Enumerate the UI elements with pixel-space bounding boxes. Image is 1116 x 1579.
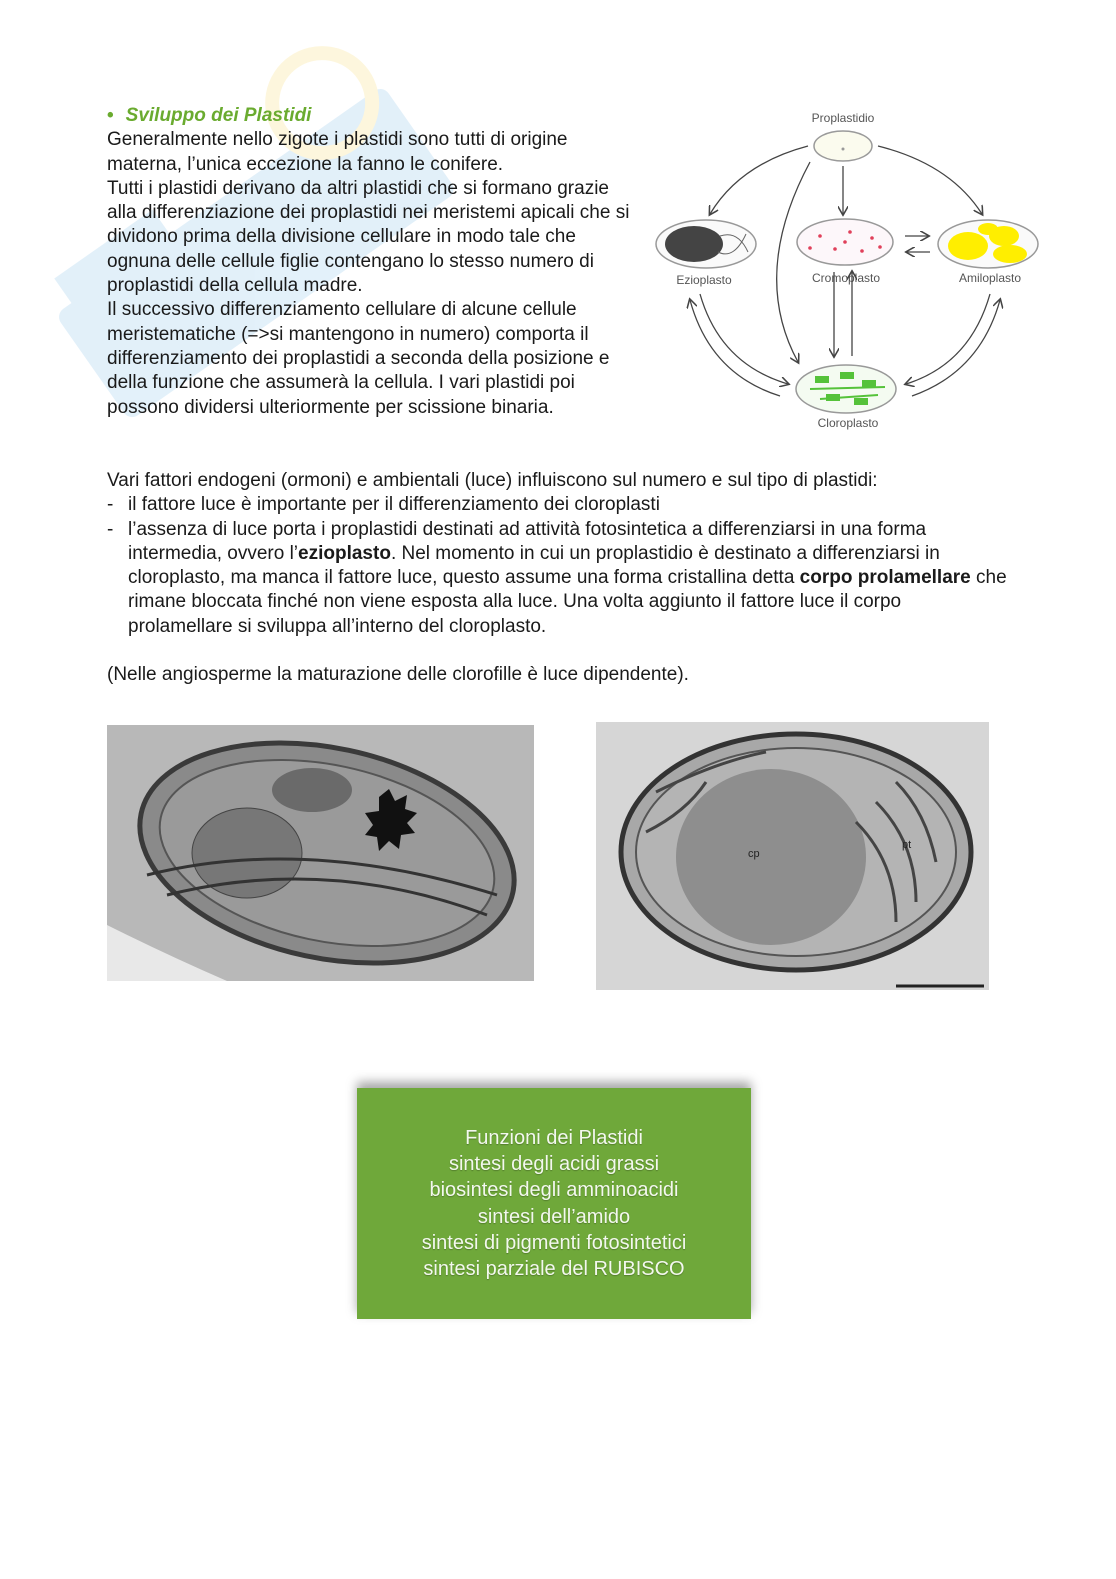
factors-lead: Vari fattori endogeni (ormoni) e ambientali (luce) influiscono sul numero e sul tipo di plastidi: [107,470,878,491]
prolamellar-body-micrograph [596,722,989,990]
section-title: Sviluppo dei Plastidi [125,105,312,126]
function-item: biosintesi degli amminoacidi [429,1179,679,1202]
intro-paragraph-2: Tutti i plastidi derivano da altri plastidi che si formano grazie alla differenziazione dei proplastidi nei meristemi apicali che si dividono prima della divisione cellulare in modo tale che ognuna delle cellule figlie contengano lo stesso numero di proplastidi della cellula madre. [107,177,630,297]
factor-item-light-text: il fattore luce è importante per il differenziamento dei cloroplasti [128,494,660,516]
intro-paragraph-1: Generalmente nello zigote i plastidi sono tutti di origine materna, l’unica eccezione la fanno le conifere. [107,129,568,175]
function-item: sintesi parziale del RUBISCO [423,1258,685,1281]
functions-title: Funzioni dei Plastidi [465,1126,643,1149]
factor-item-dark-text-1: l’assenza di luce porta i proplastidi destinati ad attività fotosintetica a differenziarsi in una forma intermedia, ovvero l’ [128,518,927,564]
cloroplasto-node [796,365,896,430]
ezioplasto-node [656,220,756,287]
label-amiloplasto: Amiloplasto [958,271,1022,285]
list-dash: - [107,494,114,516]
proplastidio-node [812,111,875,161]
label-cromoplasto: Cromoplasto [811,271,881,285]
label-pt: pt [902,839,912,851]
list-dash: - [107,518,114,540]
intro-paragraph-3: Il successivo differenziamento cellulare di alcune cellule meristematiche (=>si mantengono in numero) comporta il differenziamento dei proplastidi a seconda della posizione e della funzione che assumerà la cellula. I vari plastidi poi possono dividersi ulteriormente per scissione binaria. [107,299,610,418]
label-cloroplasto: Cloroplasto [817,416,879,430]
plastid-functions-box [357,1088,751,1319]
label-cp: cp [748,848,760,860]
term-corpo-prolamellare: corpo prolamellare [799,567,971,589]
cromoplasto-node [797,219,893,285]
factor-item-dark-text-2: . Nel momento in cui un proplastidio è destinato a differenziarsi in cloroplasto, ma manca il fattore luce, questo assume una forma cristallina detta [128,542,940,589]
intro-section [107,104,632,420]
function-item: sintesi di pigmenti fotosintetici [421,1231,687,1254]
factor-item-dark-text-3: che rimane bloccata finché non viene esposta alla luce. Una volta aggiunto il fattore luce il corpo prolamellare si sviluppa all’interno del cloroplasto. [128,567,1007,637]
plastid-cycle-diagram [650,104,1050,444]
section-heading [107,104,632,128]
angiosperm-note: (Nelle angiosperme la maturazione delle clorofille è luce dipendente). [107,664,689,686]
function-item: sintesi degli acidi grassi [448,1152,660,1175]
factors-section [107,469,1007,687]
amiloplasto-node [938,220,1038,285]
factors-list [107,493,1007,639]
etioplast-micrograph [107,725,534,981]
label-proplastidio: Proplastidio [811,111,875,125]
factor-item-dark [107,518,1007,639]
label-ezioplasto: Ezioplasto [676,273,732,287]
heading-bullet: • [107,105,114,126]
function-item: sintesi dell’amido [477,1205,631,1228]
factor-item-light [107,493,1007,517]
term-ezioplasto: ezioplasto [298,542,391,564]
